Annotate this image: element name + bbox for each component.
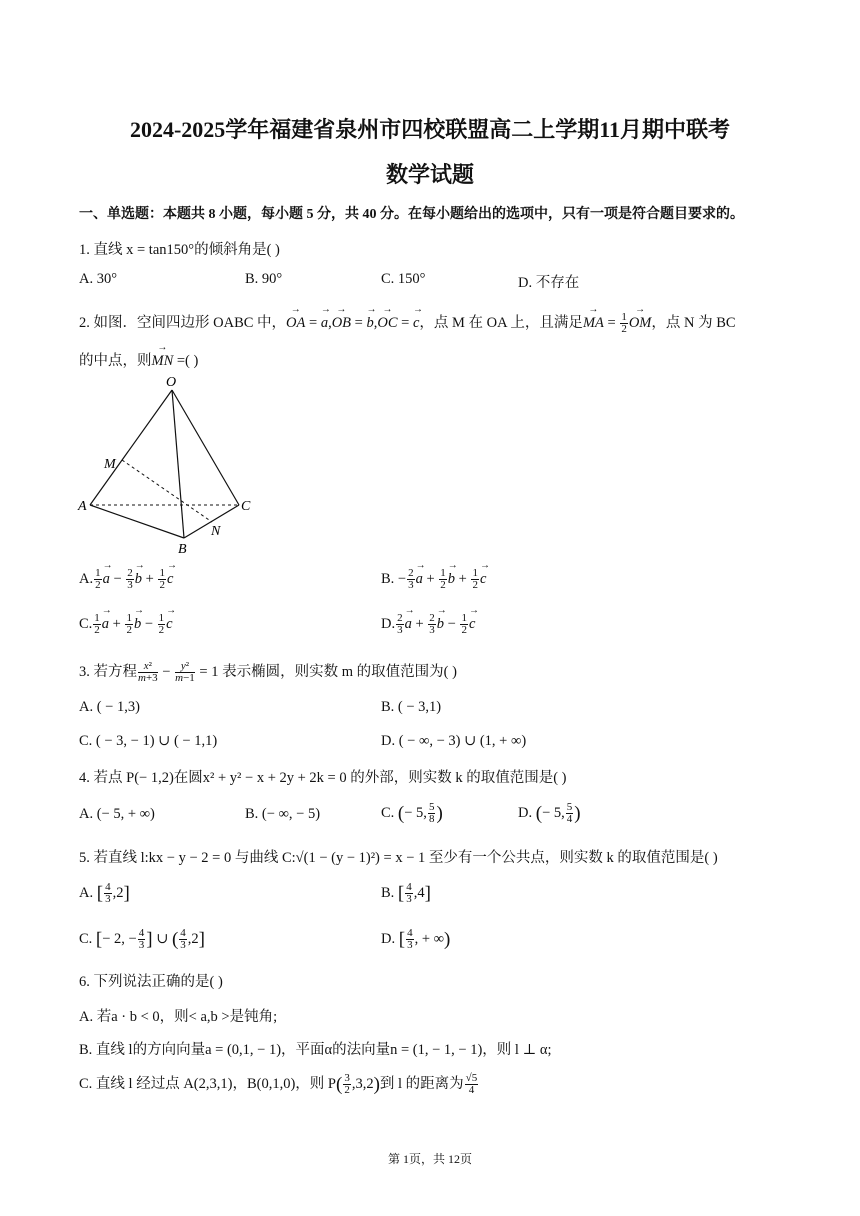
q3-option-a: A. ( − 1,3) (79, 699, 140, 715)
q3-option-c: C. ( − 3, − 1) ∪ ( − 1,1) (79, 733, 218, 749)
q3-option-b: B. ( − 3,1) (381, 699, 442, 715)
question-5-stem: 5. 若直线 l:kx − y − 2 = 0 与曲线 C:√(1 − (y − 1)²) = x − 1 至少有一个公共点，则实数 k 的取值范围是( ) (79, 850, 718, 866)
question-6-stem: 6. 下列说法正确的是( ) (79, 974, 223, 990)
label-O: O (166, 375, 177, 390)
q2-option-b: B. − $\frac{2}{3}$ → a + $\frac{1}{2}$ → b + $\frac{1}{2}$ → c (381, 568, 486, 591)
question-3-stem: 3. 若方程 $\frac{\text{x²}}{m+3}$ − $\frac{\text{y²}}{m-1}$ = 1 表示椭圆，则实数 m 的取值范围为( ) (79, 660, 457, 685)
question-2-stem: 2. 如图．空间四边形 OABC 中，→ OA = → a,→ OB = → b,→ OC = → c，点 M 在 OA 上，且满足→ MA = $\frac{1}{2}$ → OM，点 N 为 BC (79, 311, 736, 335)
q1-option-b: B. 90° (245, 271, 283, 287)
question-2-stem-line2: 的中点，则→ MN =( ) (79, 349, 198, 370)
question-1-stem: 1. 直线 x = tan150°的倾斜角是( ) (79, 242, 280, 258)
page-subtitle: 数学试题 (385, 162, 474, 187)
q5-option-b: B. [ $\frac{4}{3}$ ,4] (381, 881, 431, 905)
label-C: C (241, 499, 251, 514)
q6-option-c: C. 直线 l 经过点 A(2,3,1)，B(0,1,0)，则 P( $\frac{3}{2}$ ,3,2)到 l 的距离为 $\frac{√5}{4}$ (79, 1072, 478, 1097)
q5-option-c: C. [− 2, − $\frac{4}{3}$ ] ∪ ( $\frac{4}{3}$ ,2] (79, 927, 205, 951)
q2-option-a: A. $\frac{1}{2}$ → a − $\frac{2}{3}$ → b + $\frac{1}{2}$ → c (79, 568, 173, 591)
page-footer: 第 1页，共 12页 (387, 1152, 472, 1166)
q4-option-c: C. (− 5, $\frac{5}{8}$ ) (381, 801, 443, 825)
tetrahedron-figure (76, 370, 266, 560)
q4-option-d: D. (− 5, $\frac{5}{4}$ ) (518, 801, 581, 825)
section-heading: 一、单选题：本题共 8 小题，每小题 5 分，共 40 分。在每小题给出的选项中，只有一项是符合题目要求的。 (79, 207, 744, 222)
q6-option-b: B. 直线 l的方向向量a = (0,1, − 1)，平面α的法向量n = (1, − 1, − 1)，则 l ⊥ α; (79, 1042, 552, 1058)
page-title: 2024-2025学年福建省泉州市四校联盟高二上学期11月期中联考 (129, 117, 731, 142)
q6-option-a: A. 若a · b < 0，则< a,b >是钝角; (79, 1009, 278, 1025)
q3-option-d: D. ( − ∞, − 3) ∪ (1, + ∞) (381, 733, 527, 749)
q4-option-a: A. (− 5, + ∞) (79, 806, 155, 822)
label-B: B (178, 542, 187, 557)
q5-option-d: D. [ $\frac{4}{3}$ , + ∞) (381, 927, 451, 951)
label-M: M (104, 457, 116, 472)
q1-option-d: D. 不存在 (518, 275, 580, 291)
q2-option-c: C. $\frac{1}{2}$ → a + $\frac{1}{2}$ → b − $\frac{1}{2}$ → c (79, 613, 173, 636)
q4-option-b: B. (− ∞, − 5) (245, 806, 321, 822)
q2-option-d: D. $\frac{2}{3}$ → a + $\frac{2}{3}$ → b − $\frac{1}{2}$ → c (381, 613, 475, 636)
question-4-stem: 4. 若点 P(− 1,2)在圆x² + y² − x + 2y + 2k = 0 的外部，则实数 k 的取值范围是( ) (79, 770, 567, 786)
q1-option-a: A. 30° (79, 271, 118, 287)
label-A: A (78, 499, 87, 514)
q5-option-a: A. [ $\frac{4}{3}$ ,2] (79, 881, 130, 905)
label-N: N (211, 524, 221, 539)
q1-option-c: C. 150° (381, 271, 426, 287)
